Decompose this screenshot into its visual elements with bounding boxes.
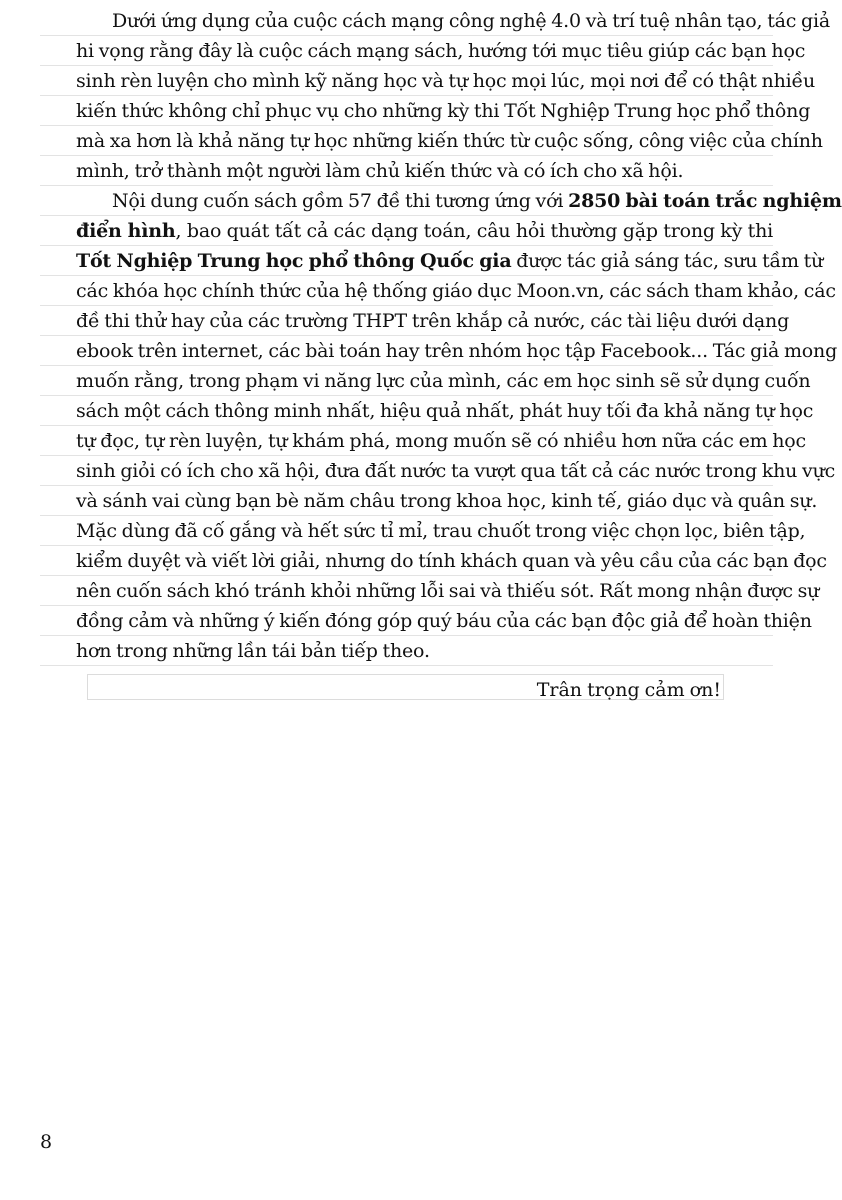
text-line: muốn rằng, trong phạm vi năng lực của mình, các em học sinh sẽ sử dụng cuốn [40,366,773,396]
text-run: Nội dung cuốn sách gồm 57 đề thi tương ứng với [112,190,569,212]
bold-text: Tốt Nghiệp Trung học phổ thông Quốc gia [76,250,512,272]
paragraph-content [40,186,842,666]
text-line: Dưới ứng dụng của cuộc cách mạng công nghệ 4.0 và trí tuệ nhân tạo, tác giả [40,6,773,36]
text-run: , bao quát tất cả các dạng toán, câu hỏi thường gặp trong kỳ thi [175,220,773,242]
bold-text: điển hình [76,220,176,242]
text-line: Mặc dùng đã cố gắng và hết sức tỉ mỉ, trau chuốt trong việc chọn lọc, biên tập, [40,516,773,546]
document-body [40,6,842,666]
text-line: các khóa học chính thức của hệ thống giáo dục Moon.vn, các sách tham khảo, các [40,276,773,306]
text-line [40,216,773,246]
text-line: và sánh vai cùng bạn bè năm châu trong khoa học, kinh tế, giáo dục và quân sự. [40,486,773,516]
text-line: hi vọng rằng đây là cuộc cách mạng sách, hướng tới mục tiêu giúp các bạn học [40,36,773,66]
text-line: tự đọc, tự rèn luyện, tự khám phá, mong muốn sẽ có nhiều hơn nữa các em học [40,426,773,456]
text-run: được tác giả sáng tác, sưu tầm từ [511,250,824,272]
text-line: sinh giỏi có ích cho xã hội, đưa đất nước ta vượt qua tất cả các nước trong khu vực [40,456,773,486]
text-line: mình, trở thành một người làm chủ kiến thức và có ích cho xã hội. [40,156,773,186]
text-line: kiểm duyệt và viết lời giải, nhưng do tính khách quan và yêu cầu của các bạn đọc [40,546,773,576]
bold-text: 2850 bài toán trắc nghiệm [568,190,842,212]
text-line: đề thi thử hay của các trường THPT trên khắp cả nước, các tài liệu dưới dạng [40,306,773,336]
text-line: sinh rèn luyện cho mình kỹ năng học và tự học mọi lúc, mọi nơi để có thật nhiều [40,66,773,96]
text-line: kiến thức không chỉ phục vụ cho những kỳ thi Tốt Nghiệp Trung học phổ thông [40,96,773,126]
text-line: đồng cảm và những ý kiến đóng góp quý báu của các bạn độc giả để hoàn thiện [40,606,773,636]
text-line: hơn trong những lần tái bản tiếp theo. [40,636,773,666]
page-number: 8 [40,1131,53,1153]
signoff-line: Trân trọng cảm ơn! [87,674,724,700]
text-line: ebook trên internet, các bài toán hay trên nhóm học tập Facebook... Tác giả mong [40,336,773,366]
text-line: nên cuốn sách khó tránh khỏi những lỗi sai và thiếu sót. Rất mong nhận được sự [40,576,773,606]
text-line: mà xa hơn là khả năng tự học những kiến thức từ cuộc sống, công việc của chính [40,126,773,156]
text-line [40,186,842,216]
text-line [40,246,824,276]
paragraph-intro [40,6,831,186]
text-line: sách một cách thông minh nhất, hiệu quả nhất, phát huy tối đa khả năng tự học [40,396,773,426]
